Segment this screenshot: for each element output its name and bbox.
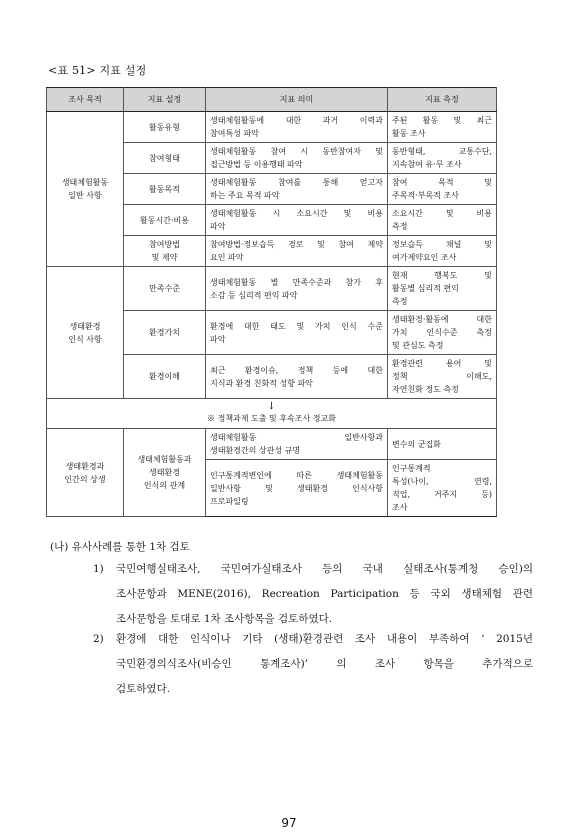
meaning-cell: 생태체험활동 참여를 통해 얻고자 하는 주요 목적 파악 [206,174,388,205]
header-measure: 지표 측정 [388,88,497,112]
measure-cell: 주된 활동 및 최근 활동 조사 [388,112,497,143]
down-arrow-icon: ↓ [267,401,276,412]
measure-cell: 참여 목적 및 주목적·부목적 조사 [388,174,497,205]
policy-note-row [47,399,497,429]
measure-cell: 환경관련 용어 및 정책 이해도, 자연친화 정도 측정 [388,355,497,399]
measure-cell: 소요시간 및 비용 측정 [388,205,497,236]
measure-cell: 변수의 군집화 [388,429,497,460]
indicator-cell: 만족수준 [124,267,206,311]
section-heading: (나) 유사사례를 통한 1차 검토 [50,541,190,553]
measure-cell: 동반형태, 교통수단, 지속참여 유·무 조사 [388,143,497,174]
table-row [47,112,497,143]
indicator-cell-relation: 생태체험활동과 생태환경 인식의 관계 [124,429,206,517]
purpose-cell-coexistence: 생태환경과 인간의 상생 [47,429,124,517]
purpose-cell-general: 생태체험활동 일반 사항 [47,112,124,267]
meaning-cell: 생태체험활동 참여 시 동반참여자 및 접근방법 등 이용행태 파악 [206,143,388,174]
header-indicator: 지표 설정 [124,88,206,112]
indicator-cell: 활동시간·비용 [124,205,206,236]
meaning-cell: 최근 환경이슈, 정책 등에 대한 지식과 환경 친화적 성향 파악 [206,355,388,399]
paragraph-line: 환경에 대한 인식이나 기타 (생태)환경관련 조사 내용이 부족하여 ‘ 2015년 [116,633,533,645]
paragraph-number: 2) [93,633,104,645]
paragraph-line: 조사문항과 MENE(2016), Recreation Participation 등 국외 생태체험 관련 [116,588,533,600]
meaning-cell: 참여방법·정보습득 경로 및 참여 제약 요인 파악 [206,236,388,267]
table-row [47,267,497,311]
measure-cell: 인구통계적 특성(나이, 연령, 직업, 거주지 등) 조사 [388,460,497,517]
paragraph-2 [93,627,533,702]
indicator-cell: 참여형태 [124,143,206,174]
policy-note-text: ※ 정책과제 도출 및 후속조사 정교화 [207,414,336,423]
paragraph-line: 국민여행실태조사, 국민여가실태조사 등의 국내 실태조사(통계청 승인)의 [116,563,533,575]
header-purpose: 조사 목적 [47,88,124,112]
measure-cell: 생태환경·활동에 대한 가치 인식수준 측정 및 관심도 측정 [388,311,497,355]
table-caption: <표 51> 지표 설정 [48,64,147,77]
meaning-cell: 인구통계적변인에 따른 생태체험활동 일반사항 및 생태환경 인식사항 프로파일링 [206,460,388,517]
purpose-cell-awareness: 생태환경 인식 사항 [47,267,124,399]
paragraph-number: 1) [93,563,104,575]
paragraph-line: 검토하였다. [116,683,171,695]
meaning-cell: 생태체험활동 시 소요시간 및 비용 파악 [206,205,388,236]
paragraph-line: 국민환경의식조사(비승인 통계조사)’ 의 조사 항목을 추가적으로 [116,658,533,670]
indicator-cell: 활동유형 [124,112,206,143]
measure-cell: 현재 행복도 및 활동별 심리적 편익 측정 [388,267,497,311]
meaning-cell: 생태체험활동에 대한 과거 이력과 참여특성 파악 [206,112,388,143]
indicator-cell: 환경가치 [124,311,206,355]
meaning-cell: 생태체험활동 별 만족수준과 참가 후 소감 등 심리적 편익 파악 [206,267,388,311]
header-meaning: 지표 의미 [206,88,388,112]
table-header-row [47,88,497,112]
paragraph-1 [93,557,533,632]
meaning-cell: 환경에 대한 태도 및 가치 인식 수준 파악 [206,311,388,355]
table-row [47,429,497,460]
indicator-cell: 참여방법 및 제약 [124,236,206,267]
meaning-cell: 생태체험활동 일반사항과 생태환경간의 상관성 규명 [206,429,388,460]
indicator-cell: 활동목적 [124,174,206,205]
paragraph-line: 조사문항을 토대로 1차 조사항목을 검토하였다. [116,613,333,625]
policy-note-cell [47,399,497,429]
page-number: 97 [281,816,297,830]
indicator-cell: 환경이해 [124,355,206,399]
measure-cell: 정보습득 채널 및 여가제약요인 조사 [388,236,497,267]
indicator-table [46,87,497,517]
